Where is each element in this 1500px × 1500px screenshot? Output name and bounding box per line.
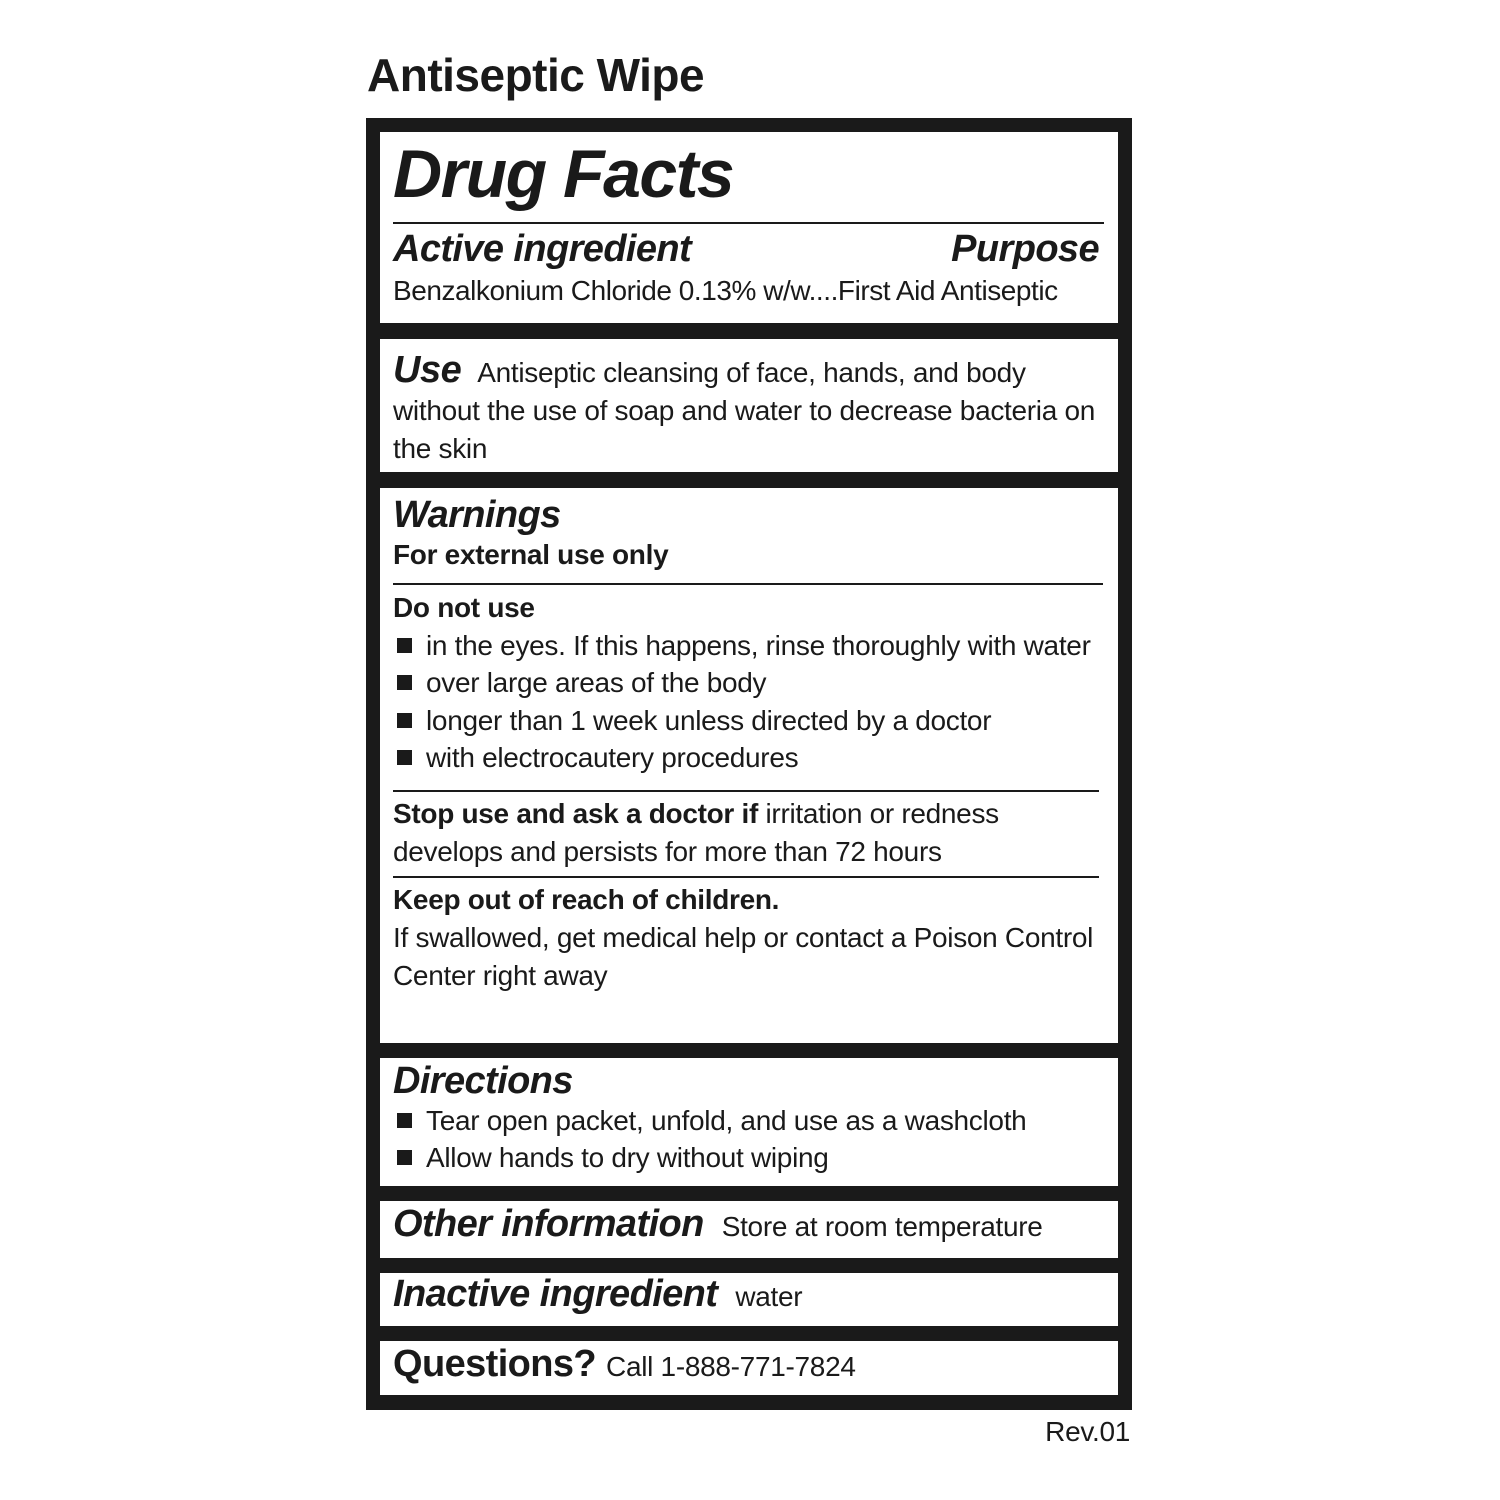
questions-heading: Questions? [393, 1343, 597, 1385]
keep-out-block [393, 881, 1104, 995]
product-title: Antiseptic Wipe [367, 49, 705, 101]
directions-panel [380, 1058, 1118, 1186]
questions-panel [380, 1341, 1118, 1395]
do-not-use-list [393, 627, 1104, 777]
stop-use-divider [393, 790, 1099, 792]
inactive-ingredient-panel [380, 1273, 1118, 1326]
questions-text: Call 1-888-771-7824 [606, 1351, 856, 1382]
revision-label: Rev.01 [1045, 1416, 1130, 1447]
list-item: longer than 1 week unless directed by a doctor [393, 702, 1104, 740]
other-information-panel [380, 1201, 1118, 1258]
inactive-ingredient-heading: Inactive ingredient [393, 1273, 718, 1315]
warnings-heading: Warnings [393, 494, 561, 536]
other-information-heading: Other information [393, 1203, 704, 1245]
list-item: Allow hands to dry without wiping [393, 1139, 1104, 1177]
use-heading: Use [393, 349, 462, 391]
list-item: with electrocautery procedures [393, 739, 1104, 777]
warnings-divider [393, 583, 1103, 585]
active-ingredient-line: Benzalkonium Chloride 0.13% w/w....First Aid Antiseptic [393, 274, 1058, 306]
active-ingredient-heading: Active ingredient [393, 228, 692, 270]
stop-use-paragraph [393, 795, 1104, 871]
directions-list [393, 1102, 1104, 1177]
drug-facts-title: Drug Facts [393, 136, 734, 212]
square-bullet-icon [397, 750, 412, 765]
keep-out-text: If swallowed, get medical help or contact a Poison Control Center right away [393, 921, 1094, 991]
title-divider [393, 222, 1104, 224]
list-item: in the eyes. If this happens, rinse thoroughly with water [393, 627, 1104, 665]
use-panel [380, 339, 1118, 472]
list-item: over large areas of the body [393, 664, 1104, 702]
list-item: Tear open packet, unfold, and use as a washcloth [393, 1102, 1104, 1140]
active-ingredient-panel [380, 132, 1118, 323]
keep-out-divider [393, 876, 1099, 878]
purpose-heading: Purpose [951, 228, 1099, 270]
square-bullet-icon [397, 1113, 412, 1128]
external-use-line: For external use only [393, 538, 669, 570]
warnings-panel [380, 488, 1118, 1043]
active-ingredient-header [393, 230, 1104, 270]
do-not-use-block [393, 589, 1104, 777]
keep-out-heading: Keep out of reach of children. [393, 883, 780, 915]
do-not-use-heading: Do not use [393, 591, 535, 623]
square-bullet-icon [397, 638, 412, 653]
stop-use-text: irritation or redness develops and persists for more than 72 hours [393, 797, 999, 867]
square-bullet-icon [397, 675, 412, 690]
square-bullet-icon [397, 1150, 412, 1165]
square-bullet-icon [397, 713, 412, 728]
directions-heading: Directions [393, 1060, 573, 1102]
use-paragraph [393, 351, 1104, 468]
inactive-ingredient-text: water [735, 1281, 803, 1312]
stop-use-heading: Stop use and ask a doctor if [393, 797, 759, 829]
other-information-text: Store at room temperature [721, 1211, 1043, 1242]
use-text: Antiseptic cleansing of face, hands, and body without the use of soap and water to decrease bacteria on the skin [393, 357, 1096, 464]
